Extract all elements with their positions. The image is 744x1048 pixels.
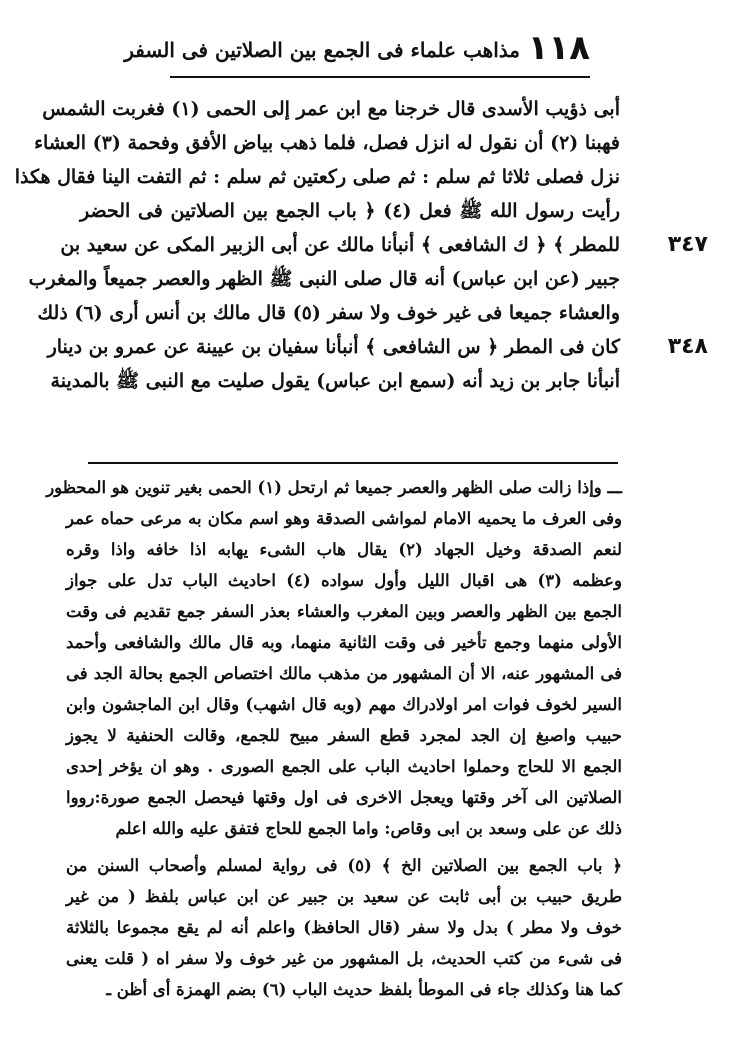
footnote-line: لنعم الصدقة وخيل الجهاد (٢) يقال هاب الشىء يهابه اذا خافه واذا وقره [66,540,622,559]
footnote-line: الصلاتين الى آخر وقتها ويعجل الاخرى فى اول وقتها فيحصل الجمع صورة:رووا [66,788,622,807]
main-line: والعشاء جميعا فى غير خوف ولا سفر (٥) قال مالك بن أنس أرى (٦) ذلك [37,302,620,324]
footnote-line: السير لخوف فوات امر اولادراك مهم (وبه قال اشهب) وقال ابن الماجشون وابن [66,695,622,714]
main-line-text: للمطر ﴾ ﴿ ك الشافعى ﴾ أنبأنا مالك عن أبى الزبير المكى عن سعيد بن [60,234,620,256]
footnote-line: وفى العرف ما يحميه الامام لمواشى الصدقة وهو اسم مكان به مرعى حماه عمر [66,509,622,528]
page-header [124,28,590,78]
main-text [14,92,708,398]
footnote-line: ذلك عن على وسعد بن ابى وقاص: واما الجمع للحاج فتفق عليه والله اعلم [115,819,622,838]
footnote-line: طريق حبيب بن أبى ثابت عن سعيد بن جبير عن ابن عباس بلفظ ( من غير [66,887,622,906]
footnote-line: ـــ وإذا زالت صلى الظهر والعصر جميعا ثم ارتحل (١) الحمى بغير تنوين هو المحظور [46,478,622,497]
footnote-line: حبيب واصبغ إن الجد لمجرد قطع السفر مبيح للجمع، وقالت الحنفية لا يجوز [66,726,622,745]
footnote-line: فى شىء من كتب الحديث، بل المشهور من غير خوف ولا سفر اه ( قلت يعنى [66,949,622,968]
hadith-number-348: ٣٤٨ [667,334,708,359]
main-line-with-number [60,228,708,262]
footnote-line: الأولى منهما وجمع تأخير فى وقت الثانية منهما، وبه قال مالك والشافعى وأحمد [66,633,622,652]
main-line: فهبنا (٢) أن نقول له انزل فصل، فلما ذهب بياض الأفق وفحمة (٣) العشاء [34,132,620,154]
footnote-line: وعظمه (٣) هى اقبال الليل وأول سواده (٤) احاديث الباب تدل على جواز [66,571,622,590]
main-line: أبى ذؤيب الأسدى قال خرجنا مع ابن عمر إلى الحمى (١) فغربت الشمس [42,98,620,120]
footnote-line: ﴿ باب الجمع بين الصلاتين الخ ﴾ (٥) فى رواية لمسلم وأصحاب السنن من [66,856,622,875]
main-line: نزل فصلى ثلاثا ثم سلم : ثم صلى ركعتين ثم سلم : ثم التفت الينا فقال هكذا [14,166,620,188]
main-line: جبير (عن ابن عباس) أنه قال صلى النبى ﷺ الظهر والعصر جميعاً والمغرب [28,268,620,290]
footnotes [46,472,622,1005]
main-line-with-number [47,330,708,364]
main-line: رأيت رسول الله ﷺ فعل (٤) ﴿ باب الجمع بين الصلاتين فى الحضر [80,200,620,222]
hadith-number-347: ٣٤٧ [667,232,708,257]
main-line-text: كان فى المطر ﴿ س الشافعى ﴾ أنبأنا سفيان بن عيينة عن عمرو بن دينار [47,336,620,358]
running-title: مذاهب علماء فى الجمع بين الصلاتين فى السفر [124,38,520,62]
footnote-line: الجمع بين الظهر والعصر وبين المغرب والعشاء بعذر السفر جمع تقديم فى وقت [66,602,622,621]
footnote-line: خوف ولا مطر ) بدل ولا سفر (قال الحافظ) واعلم أنه لم يقع مجموعا بالثلاثة [66,918,622,937]
footnote-line: فى المشهور عنه، الا أن المشهور من مذهب مالك اختصاص الجمع بحالة الجد فى [66,664,622,683]
page-number: ١١٨ [527,28,590,68]
footnote-separator [88,462,618,464]
main-line: أنبأنا جابر بن زيد أنه (سمع ابن عباس) يقول صليت مع النبى ﷺ بالمدينة [50,370,620,392]
footnote-line: كما هنا وكذلك جاء فى الموطأ بلفظ حديث الباب (٦) بضم الهمزة أى أظن ـ [106,980,622,999]
footnote-line: الجمع الا للحاج وحملوا احاديث الباب على الجمع الصورى . وهو ان يؤخر إحدى [66,757,622,776]
